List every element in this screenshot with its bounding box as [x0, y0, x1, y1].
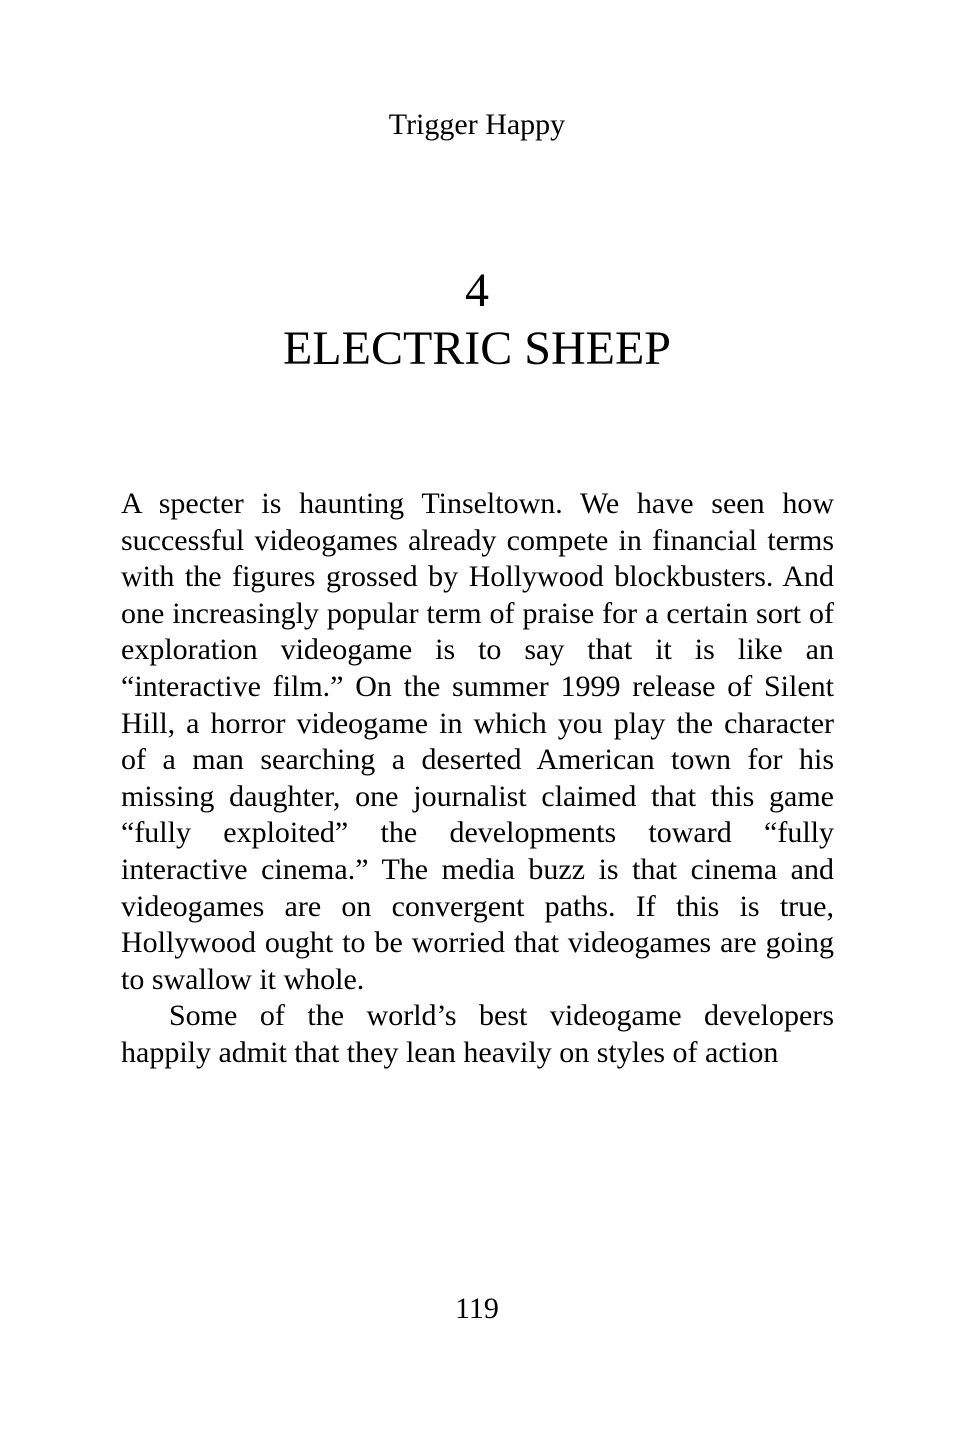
- body-text: [121, 486, 834, 1072]
- paragraph-2: Some of the world’s best videogame developers happily admit that they lean heavily on styles of action: [121, 999, 834, 1069]
- chapter-number: 4: [465, 264, 489, 317]
- page-number: 119: [455, 1292, 499, 1325]
- running-header: Trigger Happy: [388, 108, 566, 141]
- paragraph-1: A specter is haunting Tinseltown. We have seen how successful videogames already compete in financial terms with the figures grossed by Hollywood blockbusters. And one increasingly popular term of praise for a certain sort of exploration videogame is to say that it is like an “interactive film.” On the summer 1999 release of Silent Hill, a horror videogame in which you play the character of a man searching a deserted American town for his missing daughter, one journalist claimed that this game “fully exploited” the developments toward “fully interactive cinema.” The media buzz is that cinema and videogames are on convergent paths. If this is true, Hollywood ought to be worried that videogames are going to swallow it whole.: [121, 487, 834, 996]
- chapter-title: ELECTRIC SHEEP: [282, 322, 671, 375]
